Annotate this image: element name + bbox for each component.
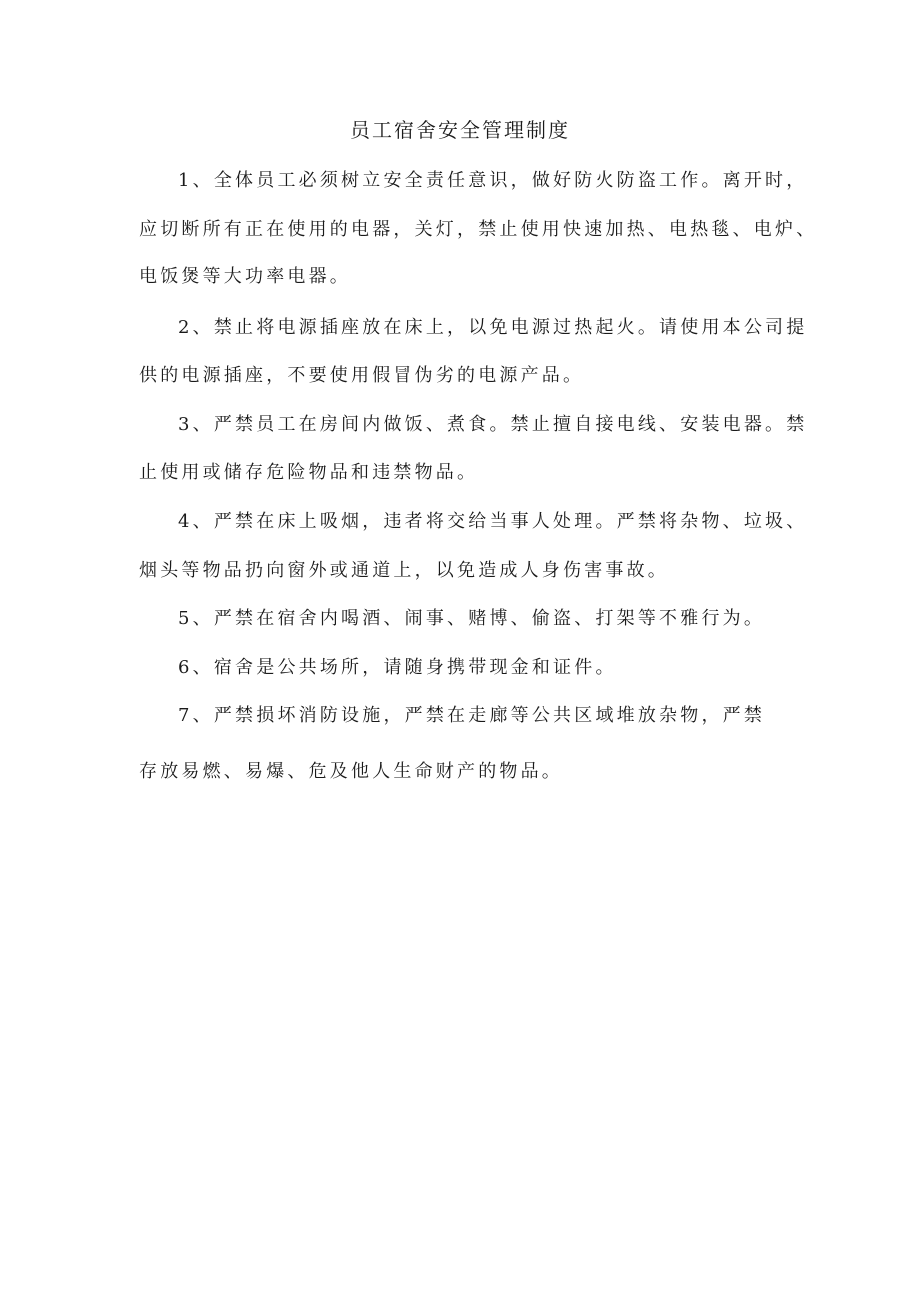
rule-1-line-1: 1、全体员工必须树立安全责任意识，做好防火防盗工作。离开时， [178, 170, 808, 191]
rule-2-line-1: 2、禁止将电源插座放在床上，以免电源过热起火。请使用本公司提 [178, 317, 808, 338]
rule-3-line-1: 3、严禁员工在房间内做饭、煮食。禁止擅自接电线、安装电器。禁 [178, 414, 808, 435]
rule-3-line-2: 止使用或储存危险物品和违禁物品。 [139, 462, 479, 483]
rule-1-line-2: 应切断所有正在使用的电器，关灯，禁止使用快速加热、电热毯、电炉、 [139, 219, 818, 240]
document-title: 员工宿舍安全管理制度 [350, 118, 570, 142]
rule-7-line-1: 7、严禁损坏消防设施，严禁在走廊等公共区域堆放杂物，严禁 [178, 705, 766, 726]
rule-6-line-1: 6、宿舍是公共场所，请随身携带现金和证件。 [178, 657, 617, 678]
rule-5-line-1: 5、严禁在宿舍内喝酒、闹事、赌博、偷盗、打架等不雅行为。 [178, 608, 766, 629]
rule-4-line-2: 烟头等物品扔向窗外或通道上，以免造成人身伤害事故。 [139, 560, 669, 581]
rule-7-line-2: 存放易燃、易爆、危及他人生命财产的物品。 [139, 761, 563, 782]
rule-4-line-1: 4、严禁在床上吸烟，违者将交给当事人处理。严禁将杂物、垃圾、 [178, 511, 808, 532]
rule-1-line-3: 电饭煲等大功率电器。 [139, 266, 351, 287]
rule-2-line-2: 供的电源插座，不要使用假冒伪劣的电源产品。 [139, 365, 585, 386]
